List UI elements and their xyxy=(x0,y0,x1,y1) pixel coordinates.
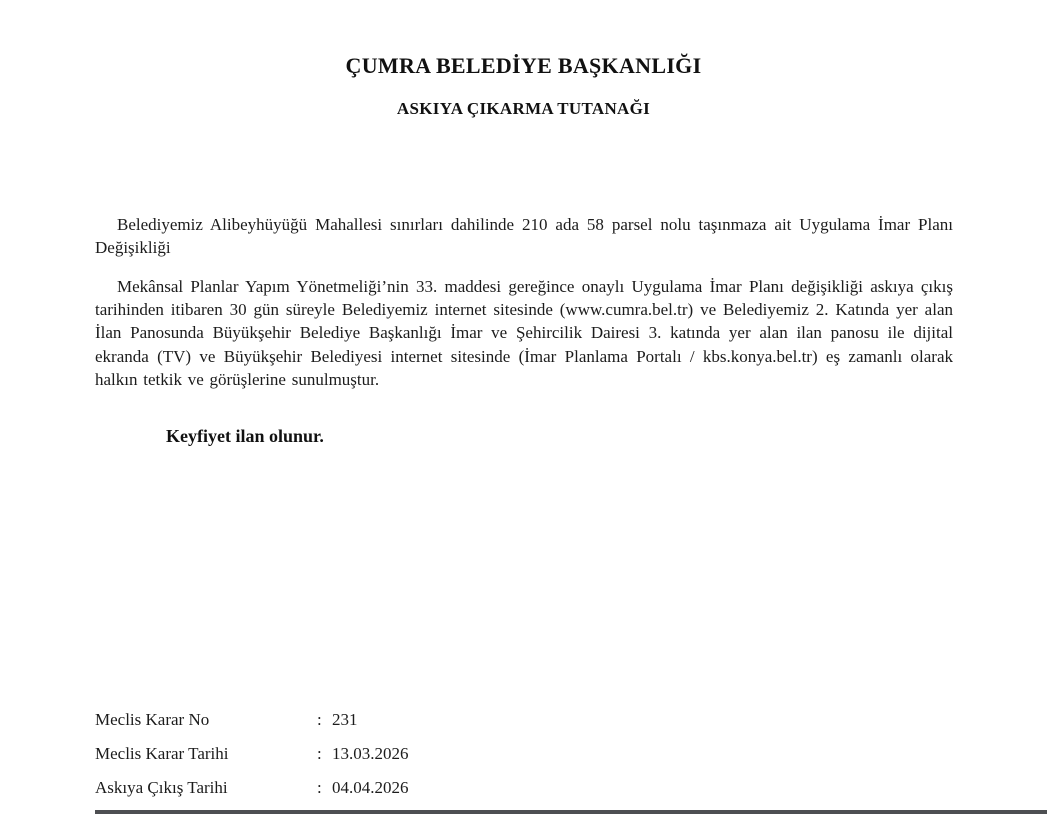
field-value-askiya-cikis-tarihi: 04.04.2026 xyxy=(332,778,409,797)
closing-statement: Keyfiyet ilan olunur. xyxy=(166,426,324,446)
document-subtitle: ASKIYA ÇIKARMA TUTANAĞI xyxy=(396,99,651,118)
paragraph-subject: Belediyemiz Alibeyhüyüğü Mahallesi sınırları dahilinde 210 ada 58 parsel nolu taşınmaza ait Uygulama İmar Planı Değişikliği xyxy=(95,215,953,258)
document-title: ÇUMRA BELEDİYE BAŞKANLIĞI xyxy=(345,53,702,78)
field-separator: : xyxy=(317,710,322,729)
field-row-askiya-cikis-tarihi xyxy=(95,778,655,812)
field-separator: : xyxy=(317,744,322,763)
field-label-askiya-cikis-tarihi: Askıya Çıkış Tarihi xyxy=(95,778,228,797)
cropped-bottom-element xyxy=(95,810,1047,814)
decision-fields xyxy=(95,710,655,812)
field-row-meclis-karar-no xyxy=(95,710,655,744)
field-value-meclis-karar-no: 231 xyxy=(332,710,358,729)
field-row-meclis-karar-tarihi xyxy=(95,744,655,778)
paragraph-announcement-body: Mekânsal Planlar Yapım Yönetmeliği’nin 33. maddesi gereğince onaylı Uygulama İmar Planı değişikliği askıya çıkış tarihinden itibaren 30 gün süreyle Belediyemiz internet sitesinde (www.cumra.bel.tr) ve Belediyemiz 2. Katında yer alan İlan Panosunda Büyükşehir Belediye Başkanlığı İmar ve Şehircilik Dairesi 3. katında yer alan ilan panosu ile dijital ekranda (TV) ve Büyükşehir Belediyesi internet sitesinde (İmar Planlama Portalı / kbs.konya.bel.tr) eş zamanlı olarak halkın tetkik ve görüşlerine sunulmuştur. xyxy=(95,277,953,389)
field-label-meclis-karar-no: Meclis Karar No xyxy=(95,710,210,729)
field-value-meclis-karar-tarihi: 13.03.2026 xyxy=(332,744,409,763)
field-separator: : xyxy=(317,778,322,797)
field-label-meclis-karar-tarihi: Meclis Karar Tarihi xyxy=(95,744,229,763)
